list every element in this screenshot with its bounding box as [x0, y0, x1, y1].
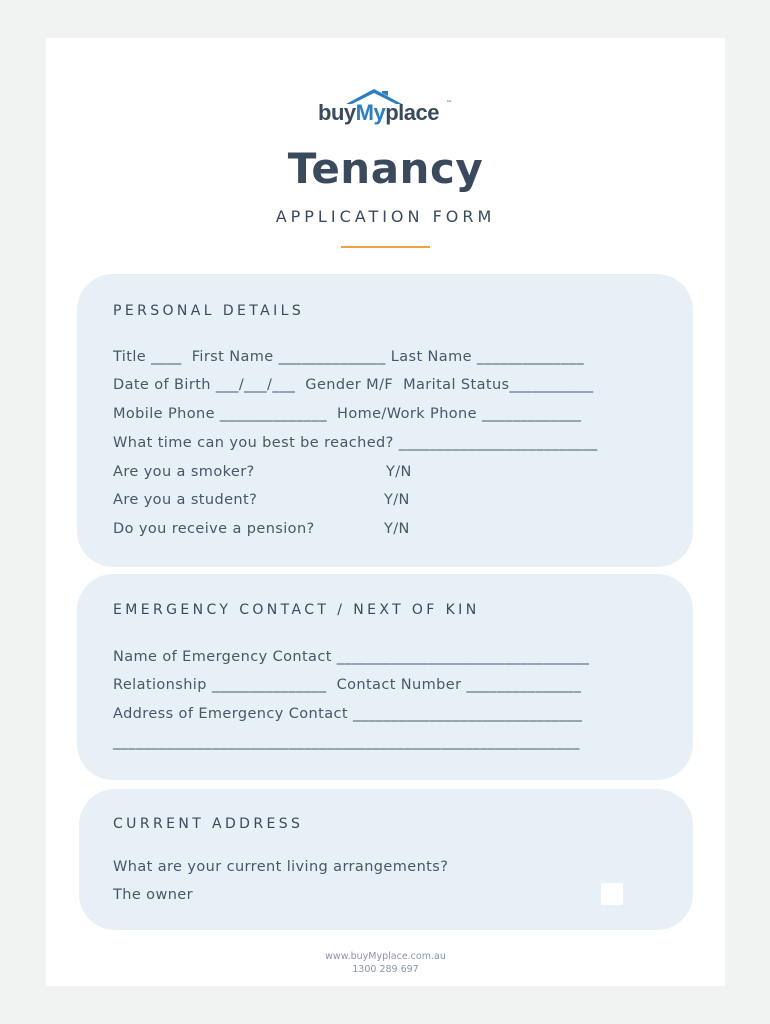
relationship-row[interactable]: Relationship _______________ Contact Number _______________ [113, 677, 582, 693]
emergency-address-line-2[interactable]: _____________________________________________________________ [113, 734, 580, 750]
page-title: Tenancy [287, 144, 484, 193]
personal-details-heading: PERSONAL DETAILS [113, 303, 305, 319]
personal-details-panel [77, 274, 693, 567]
smoker-question: Are you a smoker? [113, 464, 255, 480]
name-row[interactable]: Title ____ First Name ______________ Last Name ______________ [113, 349, 585, 365]
footer-phone: 1300 289 697 [352, 964, 419, 975]
logo-buy: buy [318, 100, 356, 125]
page-subtitle: APPLICATION FORM [275, 207, 496, 226]
student-yn[interactable]: Y/N [384, 492, 410, 508]
pension-question: Do you receive a pension? [113, 521, 315, 537]
current-address-panel [79, 789, 693, 930]
logo-place: place [385, 100, 439, 125]
form-page [46, 38, 725, 986]
owner-option-label: The owner [113, 887, 193, 903]
student-question: Are you a student? [113, 492, 258, 508]
living-arrangements-question: What are your current living arrangements? [113, 859, 449, 875]
emergency-name-row[interactable]: Name of Emergency Contact _________________________________ [113, 649, 590, 665]
phone-row[interactable]: Mobile Phone ______________ Home/Work Phone _____________ [113, 406, 582, 422]
current-address-heading: CURRENT ADDRESS [113, 816, 304, 832]
footer-website[interactable]: www.buyMyplace.com.au [325, 951, 446, 962]
trademark-mark: ™ [446, 100, 452, 107]
best-time-row[interactable]: What time can you best be reached? __________________________ [113, 435, 598, 451]
logo-my: My [355, 100, 386, 125]
emergency-contact-panel [77, 574, 693, 780]
pension-yn[interactable]: Y/N [384, 521, 410, 537]
smoker-yn[interactable]: Y/N [386, 464, 412, 480]
dob-gender-row[interactable]: Date of Birth ___/___/___ Gender M/F Marital Status___________ [113, 377, 594, 393]
owner-checkbox[interactable] [601, 883, 623, 905]
emergency-address-row[interactable]: Address of Emergency Contact ______________________________ [113, 706, 583, 722]
buymyplace-logo [318, 88, 458, 128]
accent-divider [341, 246, 430, 248]
emergency-contact-heading: EMERGENCY CONTACT / NEXT OF KIN [113, 602, 480, 618]
